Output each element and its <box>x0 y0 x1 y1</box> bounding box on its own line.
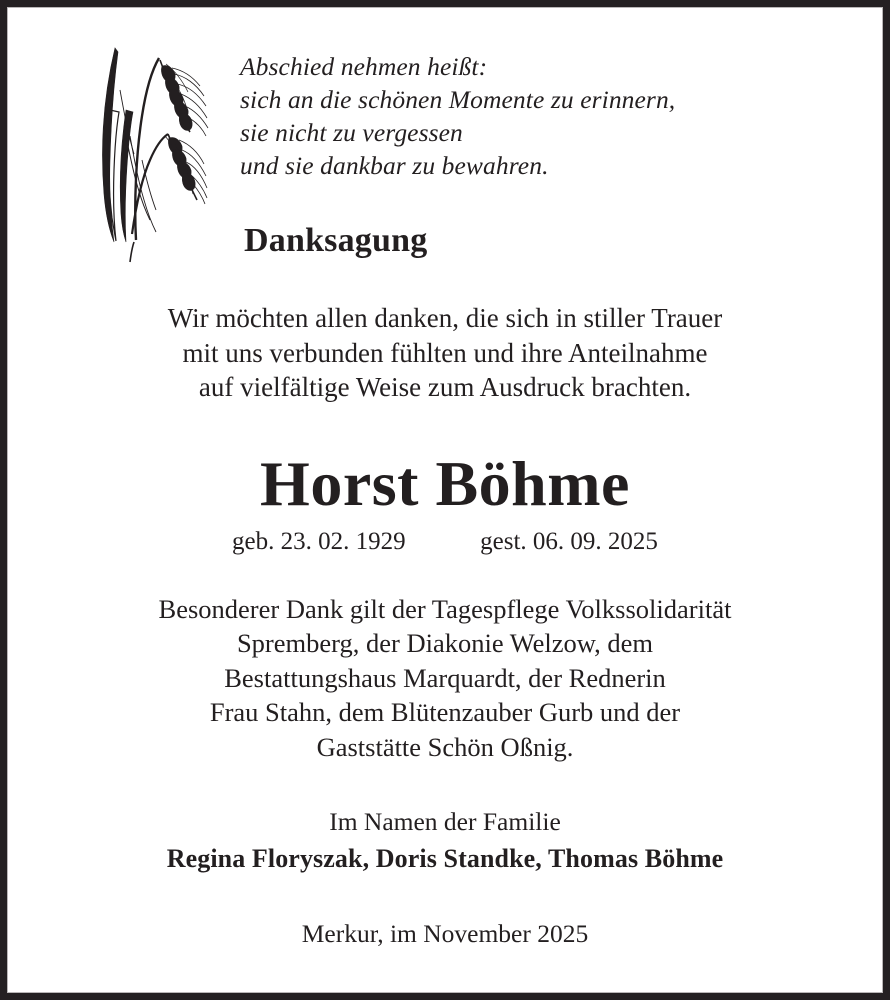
quote-line: Abschied nehmen heißt: <box>240 52 488 81</box>
thanks-line: Gaststätte Schön Oßnig. <box>316 731 574 762</box>
family-names: Regina Floryszak, Doris Standke, Thomas Böhme <box>166 844 724 873</box>
page-title: Danksagung <box>244 222 428 259</box>
quote-line: und sie dankbar zu bewahren. <box>240 151 549 180</box>
quote-line: sie nicht zu vergessen <box>240 118 463 147</box>
deceased-name: Horst Böhme <box>260 447 630 519</box>
thanks-paragraph <box>8 592 882 765</box>
thanks-line: Besonderer Dank gilt der Tagespflege Volkssolidarität <box>158 593 732 624</box>
birth-date: geb. 23. 02. 1929 <box>232 527 406 555</box>
intro-line: Wir möchten allen danken, die sich in stiller Trauer <box>167 303 723 333</box>
intro-line: mit uns verbunden fühlten und ihre Anteilnahme <box>182 337 708 368</box>
place-and-date: Merkur, im November 2025 <box>301 919 589 948</box>
thanks-line: Spremberg, der Diakonie Welzow, dem <box>236 628 654 658</box>
intro-line: auf vielfältige Weise zum Ausdruck brachten. <box>198 372 692 402</box>
intro-paragraph <box>8 301 882 405</box>
quote-line: sich an die schönen Momente zu erinnern, <box>240 85 676 114</box>
death-date: gest. 06. 09. 2025 <box>480 527 658 555</box>
notice-body <box>8 301 882 950</box>
thanks-line: Bestattungshaus Marquardt, der Rednerin <box>224 662 666 693</box>
notice-header <box>8 8 882 268</box>
life-dates <box>8 527 882 557</box>
notice-inner-frame <box>7 7 883 993</box>
family-label: Im Namen der Familie <box>329 807 561 836</box>
memorial-quote <box>240 50 675 182</box>
thanks-line: Frau Stahn, dem Blütenzauber Gurb und der <box>209 697 681 727</box>
wheat-stalk-ornament-icon <box>80 34 210 266</box>
